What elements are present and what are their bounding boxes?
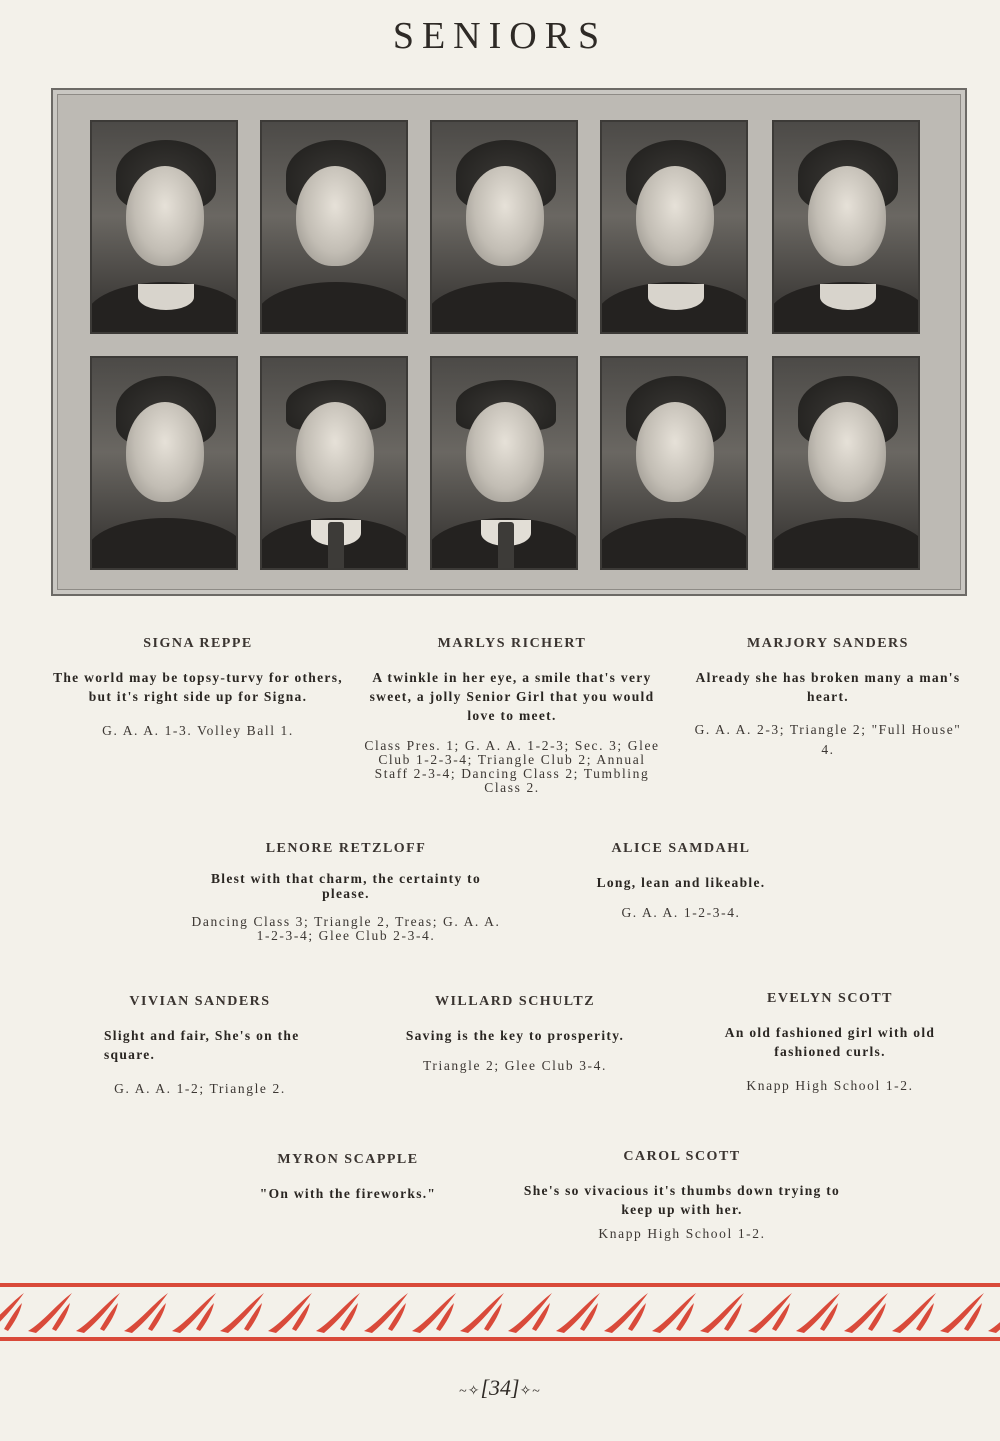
portrait-photo: [600, 356, 748, 570]
portrait-collar: [820, 284, 876, 310]
senior-quote: Blest with that charm, the certainty to please.: [210, 871, 482, 901]
senior-name: MARLYS RICHERT: [437, 636, 587, 651]
page-number-value: 34: [489, 1375, 511, 1400]
senior-quote: Already she has broken many a man's heart.: [695, 670, 961, 704]
portrait-face: [808, 402, 886, 502]
page-number: [0, 1375, 1000, 1401]
senior-name: SIGNA REPPE: [143, 636, 253, 651]
senior-entry: [688, 636, 968, 760]
senior-name: ALICE SAMDAHL: [611, 841, 751, 856]
senior-quote: "On with the fireworks.": [259, 1186, 437, 1201]
portrait-panel: [51, 88, 967, 596]
senior-entry: [364, 636, 660, 795]
senior-name: LENORE RETZLOFF: [265, 841, 427, 856]
border-leaf: [0, 1293, 24, 1333]
portrait-face: [636, 166, 714, 266]
portrait-face: [296, 166, 374, 266]
senior-quote: Slight and fair, She's on the square.: [104, 1028, 300, 1062]
portrait-photo: [430, 120, 578, 334]
portrait-face: [466, 402, 544, 502]
senior-name: EVELYN SCOTT: [766, 991, 894, 1006]
portrait-photo: [260, 356, 408, 570]
senior-quote: Long, lean and likeable.: [596, 875, 766, 890]
senior-activities: Knapp High School 1-2.: [746, 1078, 914, 1093]
senior-entry: [190, 841, 502, 943]
portrait-photo: [430, 356, 578, 570]
senior-activities: G. A. A. 2-3; Triangle 2; "Full House" 4.: [694, 722, 962, 757]
page-number-bracket-right: ]: [511, 1375, 520, 1400]
senior-entry: [696, 991, 964, 1093]
senior-entry: [228, 1152, 468, 1203]
senior-activities: G. A. A. 1-2; Triangle 2.: [114, 1081, 286, 1096]
senior-activities: G. A. A. 1-2-3-4.: [621, 905, 741, 920]
portrait-photo: [260, 120, 408, 334]
senior-quote: An old fashioned girl with old fashioned curls.: [724, 1025, 936, 1059]
portrait-face: [126, 166, 204, 266]
senior-quote: Saving is the key to prosperity.: [405, 1028, 625, 1043]
portrait-shoulders: [430, 282, 578, 334]
senior-quote: She's so vivacious it's thumbs down trying to keep up with her.: [523, 1183, 841, 1217]
portrait-face: [636, 402, 714, 502]
page-title: SENIORS: [392, 15, 608, 57]
portrait-face: [466, 166, 544, 266]
portrait-shoulders: [90, 518, 238, 570]
ornament-right: ✧~: [519, 1384, 541, 1399]
portrait-face: [126, 402, 204, 502]
border-bottom-rule: [0, 1337, 1000, 1341]
senior-name: VIVIAN SANDERS: [129, 994, 271, 1009]
portrait-tie: [328, 522, 344, 568]
senior-entry: [370, 994, 660, 1073]
senior-activities: Dancing Class 3; Triangle 2, Treas; G. A. A. 1-2-3-4; Glee Club 2-3-4.: [191, 914, 501, 943]
senior-quote: The world may be topsy-turvy for others, but it's right side up for Signa.: [53, 670, 343, 704]
senior-activities: G. A. A. 1-3. Volley Ball 1.: [102, 723, 294, 738]
border-leaf: [988, 1293, 1000, 1333]
portrait-photo: [600, 120, 748, 334]
senior-entry: [560, 841, 802, 920]
senior-activities: Knapp High School 1-2.: [598, 1226, 766, 1241]
border-top-rule: [0, 1283, 1000, 1287]
portrait-face: [296, 402, 374, 502]
portrait-photo: [772, 120, 920, 334]
portrait-photo: [90, 356, 238, 570]
portrait-photo: [772, 356, 920, 570]
senior-entry: [70, 994, 330, 1096]
portrait-collar: [138, 284, 194, 310]
portrait-photo: [90, 120, 238, 334]
page-number-bracket-left: [: [480, 1375, 489, 1400]
ornament-left: ~✧: [459, 1384, 481, 1399]
portrait-face: [808, 166, 886, 266]
senior-name: MYRON SCAPPLE: [277, 1152, 419, 1167]
senior-name: MARJORY SANDERS: [747, 636, 909, 651]
portrait-shoulders: [260, 282, 408, 334]
senior-quote: A twinkle in her eye, a smile that's very sweet, a jolly Senior Girl that you would love to meet.: [369, 670, 655, 723]
senior-name: WILLARD SCHULTZ: [434, 994, 596, 1009]
senior-activities: Class Pres. 1; G. A. A. 1-2-3; Sec. 3; Glee Club 1-2-3-4; Triangle Club 2; Annual Staff 2-3-4; Dancing Class 2; Tumbling Class 2.: [364, 738, 660, 795]
senior-name: CAROL SCOTT: [623, 1149, 741, 1164]
portrait-shoulders: [772, 518, 920, 570]
decorative-border: [0, 1283, 1000, 1341]
border-leaf-pattern: [0, 1293, 1000, 1333]
senior-entry: [520, 1149, 844, 1241]
senior-entry: [52, 636, 344, 738]
portrait-collar: [648, 284, 704, 310]
portrait-shoulders: [600, 518, 748, 570]
senior-activities: Triangle 2; Glee Club 3-4.: [423, 1058, 607, 1073]
portrait-tie: [498, 522, 514, 568]
